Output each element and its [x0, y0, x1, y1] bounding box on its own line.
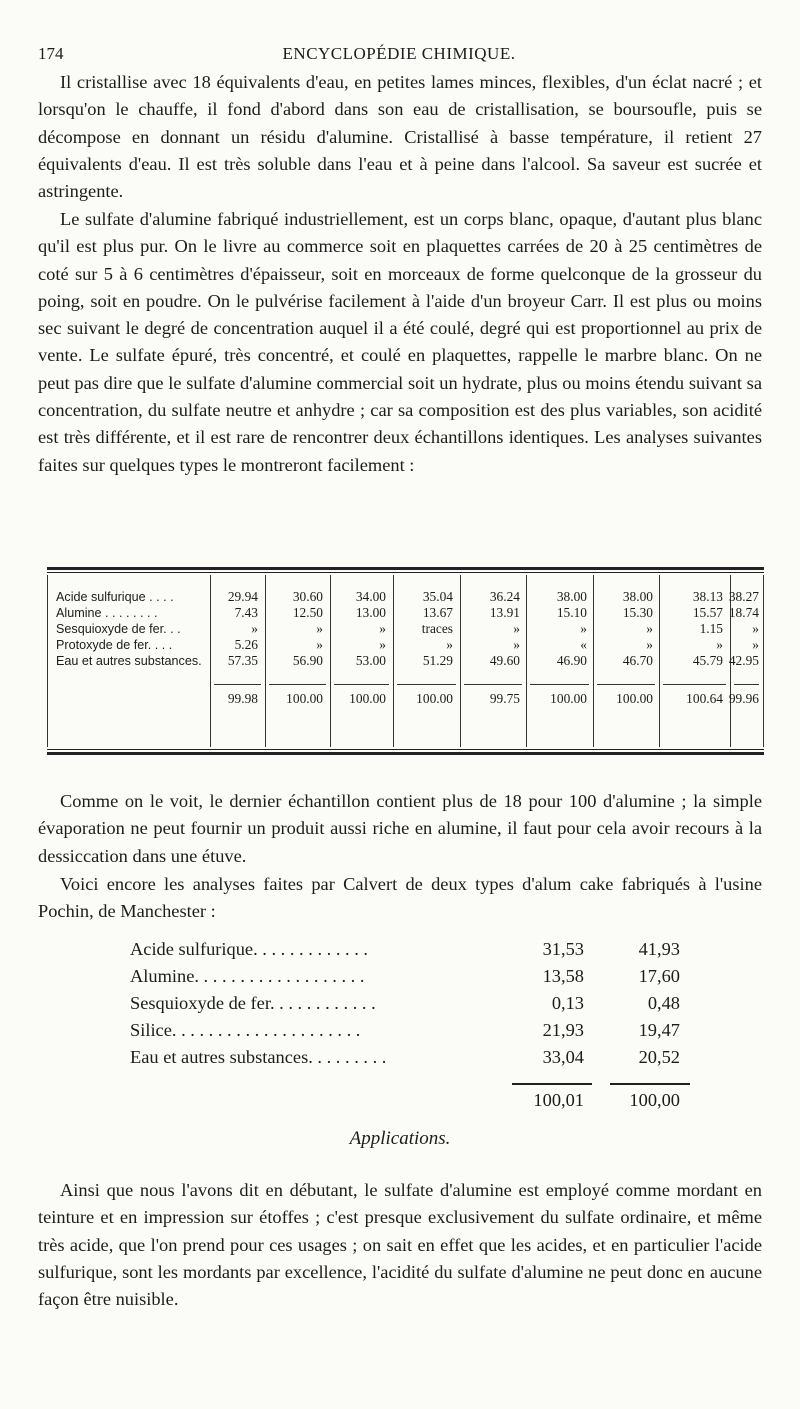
table-cell: » [316, 637, 323, 652]
calvert-cell: 13,58 [542, 966, 584, 986]
calvert-total-cell: 100,01 [533, 1090, 584, 1110]
table-cell: » [446, 637, 453, 652]
table-column-divider [330, 575, 331, 747]
table-cell: 49.60 [489, 653, 520, 668]
calvert-cell: 0,13 [551, 993, 584, 1013]
table-cell: 34.00 [355, 589, 386, 604]
table-cell: 46.90 [556, 653, 587, 668]
table-bottom-rule [47, 752, 764, 755]
table-cell: 42.95 [728, 653, 759, 668]
table-total-cell: 99.96 [728, 691, 759, 706]
calvert-cell: 19,47 [638, 1020, 680, 1040]
table-cell: 13.91 [489, 605, 520, 620]
calvert-cell: 21,93 [542, 1020, 584, 1040]
table-cell: 35.04 [422, 589, 453, 604]
table-sum-rule [397, 684, 456, 685]
table-column-divider [460, 575, 461, 747]
table-cell: 30.60 [292, 589, 323, 604]
table-bottom-rule-thin [47, 749, 764, 750]
table-cell: » [251, 621, 258, 636]
table-column-divider [393, 575, 394, 747]
table-cell: 53.00 [355, 653, 386, 668]
table-cell: » [513, 637, 520, 652]
table-cell: » [513, 621, 520, 636]
table-sum-rule [214, 684, 261, 685]
table-cell: 45.79 [692, 653, 723, 668]
table-total-cell: 100.00 [550, 691, 587, 706]
table-cell: » [716, 637, 723, 652]
table-cell: 12.50 [292, 605, 323, 620]
table-sum-rule [530, 684, 589, 685]
table-cell: 15.57 [692, 605, 723, 620]
paragraph-industrial-sulfate: Le sulfate d'alumine fabriqué industriellement, est un corps blanc, opaque, d'autant plus blanc qu'il est plus pur. On le livre au commerce soit en plaquettes carrées de 20 à 25 centimètres de coté sur 5 à 6 centimètres d'épaisseur, soit en morceaux de forme quelconque de la grosseur du poing, soit en poudre. On le pulvérise facilement à l'aide d'un broyeur Carr. Il est plus ou moins sec suivant le degré de concentration auquel il a été coulé, degré qui est proportionnel au prix de vente. Le sulfate épuré, très concentré, et coulé en plaquettes, rappelle le marbre blanc. On ne peut pas dire que le sulfate d'alumine commercial soit un hydrate, plus ou moins étendu suivant sa concentration, du sulfate neutre et anhydre ; car sa composition est des plus variables, son acidité est très différente, et il est rare de rencontrer deux échantillons identiques. Les analyses suivantes faites sur quelques types le montreront facilement : [38, 209, 762, 475]
page-header [38, 44, 760, 68]
table-column-divider [593, 575, 594, 747]
calvert-cell: 0,48 [647, 993, 680, 1013]
table-row-label: Eau et autres substances. [56, 654, 202, 668]
table-cell: 15.10 [556, 605, 587, 620]
table-row-label: Acide sulfurique . . . . [56, 590, 174, 604]
section-heading-applications: Applications. [349, 1128, 451, 1149]
table-total-cell: 99.98 [227, 691, 258, 706]
calvert-row-label: Eau et autres substances. . . . . . . . . [130, 1047, 387, 1067]
table-cell: 46.70 [622, 653, 653, 668]
table-sum-rule [597, 684, 655, 685]
calvert-cell: 20,52 [638, 1047, 680, 1067]
calvert-row-label: Alumine. . . . . . . . . . . . . . . . . . . [130, 966, 365, 986]
table-column-divider [47, 575, 48, 747]
table-cell: » [752, 621, 759, 636]
calvert-cell: 31,53 [542, 939, 584, 959]
analysis-table [47, 567, 764, 755]
page-number: 174 [38, 44, 64, 63]
paragraph-crystallisation: Il cristallise avec 18 équivalents d'eau, en petites lames minces, flexibles, d'un éclat nacré ; et lorsqu'on le chauffe, il fond d'abord dans son eau de cristallisation, se boursoufle, puis se décompose en donnant un résidu d'alumine. Cristallisé à basse température, il retient 27 équivalents d'eau. Il est très soluble dans l'eau et à peine dans l'alcool. Sa saveur est sucrée et astringente. [38, 72, 762, 202]
table-cell: 5.26 [234, 637, 258, 652]
paragraph-calvert: Voici encore les analyses faites par Calvert de deux types d'alum cake fabriqués à l'usine Pochin, de Manchester : [38, 874, 762, 922]
table-cell: » [316, 621, 323, 636]
calvert-cell: 17,60 [638, 966, 680, 986]
table-sum-rule [663, 684, 726, 685]
table-cell: 57.35 [227, 653, 258, 668]
table-cell: 36.24 [489, 589, 520, 604]
calvert-row-label: Sesquioxyde de fer. . . . . . . . . . . . [130, 993, 376, 1013]
table-cell: » [379, 637, 386, 652]
table-cell: » [646, 621, 653, 636]
table-cell: 13.00 [355, 605, 386, 620]
table-top-rule [47, 567, 764, 570]
table-cell: 38.13 [692, 589, 723, 604]
table-cell: « [580, 637, 587, 652]
table-sum-rule [334, 684, 389, 685]
table-sum-rule [464, 684, 522, 685]
table-cell: 51.29 [422, 653, 453, 668]
table-total-cell: 100.64 [686, 691, 723, 706]
paragraph-applications: Ainsi que nous l'avons dit en débutant, le sulfate d'alumine est employé comme mordant en teinture et en impression sur étoffes ; c'est presque exclusivement du sulfate ordinaire, et même très acide, que l'on prend pour ces usages ; on sait en effet que les acides, et en particulier l'acide sulfurique, sont les mordants par excellence, l'acidité du sulfate d'alumine ne peut donc en aucune façon être nuisible. [38, 1180, 762, 1310]
table-cell: 7.43 [234, 605, 258, 620]
running-title: ENCYCLOPÉDIE CHIMIQUE. [282, 44, 516, 63]
calvert-row-label: Acide sulfurique. . . . . . . . . . . . . [130, 939, 369, 959]
table-cell: 38.00 [622, 589, 653, 604]
table-row-label: Alumine . . . . . . . . [56, 606, 158, 620]
table-column-divider [763, 575, 764, 747]
table-column-divider [659, 575, 660, 747]
table-cell: 13.67 [422, 605, 453, 620]
sum-rule-2 [610, 1083, 690, 1085]
table-column-divider [526, 575, 527, 747]
table-cell: traces [421, 621, 453, 636]
calvert-cell: 33,04 [542, 1047, 584, 1067]
table-cell: 1.15 [699, 621, 723, 636]
table-cell: 29.94 [227, 589, 258, 604]
table-column-divider [210, 575, 211, 747]
table-cell: » [580, 621, 587, 636]
table-cell: 15.30 [622, 605, 653, 620]
table-top-rule-thin [47, 572, 764, 573]
paragraph-last-sample: Comme on le voit, le dernier échantillon contient plus de 18 pour 100 d'alumine ; la simple évaporation ne peut fournir un produit aussi riche en alumine, il faut pour cela avoir recours à la dessiccation dans une étuve. [38, 791, 762, 866]
table-row-label: Sesquioxyde de fer. . . [56, 622, 181, 636]
sum-rule-1 [512, 1083, 592, 1085]
table-cell: » [752, 637, 759, 652]
table-cell: » [646, 637, 653, 652]
table-total-cell: 100.00 [286, 691, 323, 706]
table-cell: 18.74 [728, 605, 759, 620]
calvert-row-label: Silice. . . . . . . . . . . . . . . . . . . . . [130, 1020, 361, 1040]
table-cell: 38.00 [556, 589, 587, 604]
calvert-cell: 41,93 [638, 939, 680, 959]
table-cell: » [379, 621, 386, 636]
table-cell: 38.27 [728, 589, 759, 604]
table-column-divider [265, 575, 266, 747]
table-sum-rule [269, 684, 326, 685]
table-total-cell: 99.75 [489, 691, 520, 706]
table-row-label: Protoxyde de fer. . . . [56, 638, 173, 652]
table-total-cell: 100.00 [349, 691, 386, 706]
table-cell: 56.90 [292, 653, 323, 668]
table-total-cell: 100.00 [616, 691, 653, 706]
table-sum-rule [734, 684, 759, 685]
table-total-cell: 100.00 [416, 691, 453, 706]
calvert-total-cell: 100,00 [629, 1090, 680, 1110]
